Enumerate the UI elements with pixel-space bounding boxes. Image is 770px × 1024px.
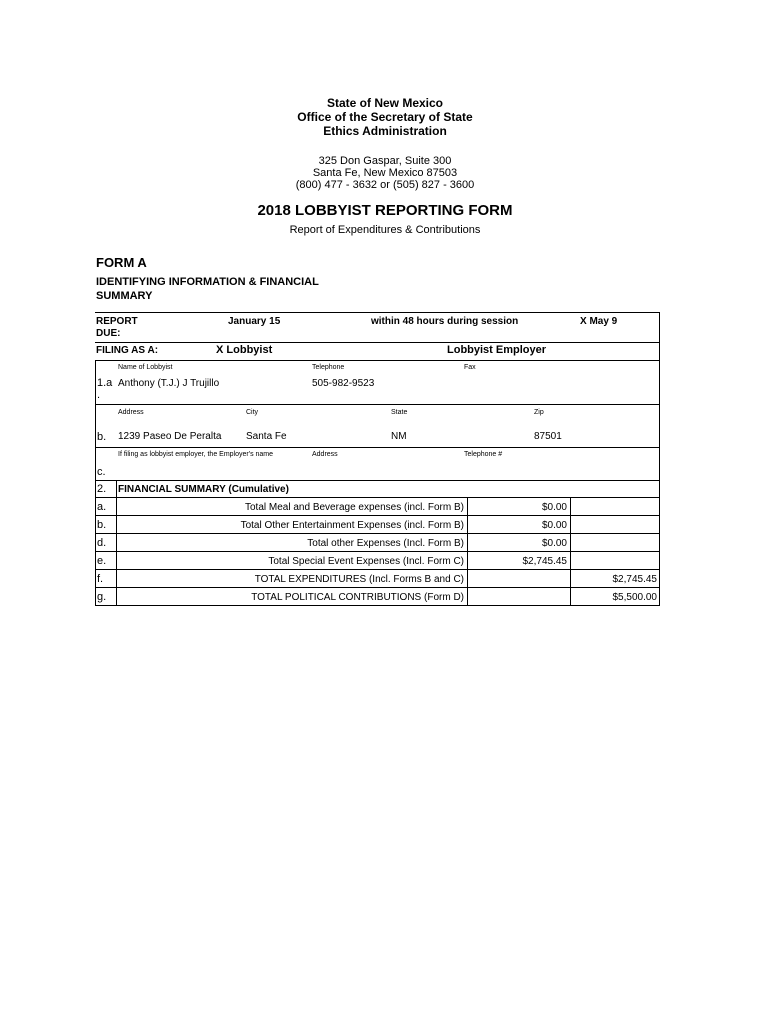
- form-heading: [96, 275, 319, 303]
- form-subtitle: Report of Expenditures & Contributions: [289, 224, 481, 236]
- financial-title: FINANCIAL SUMMARY (Cumulative): [118, 484, 289, 495]
- financial-row-letter: d.: [97, 537, 107, 549]
- city-label: City: [246, 409, 259, 416]
- financial-header-rule: [95, 497, 660, 498]
- financial-row-label: TOTAL EXPENDITURES (Incl. Forms B and C): [254, 574, 464, 585]
- financial-row-rule: [95, 515, 660, 516]
- filing-top-rule: [95, 342, 660, 343]
- agency-address: [0, 155, 770, 191]
- employer-phone-label: Telephone #: [464, 451, 503, 458]
- financial-row-letter: e.: [97, 555, 107, 567]
- section-1a-bottom-rule: [95, 404, 660, 405]
- zip-label: Zip: [534, 409, 544, 416]
- section-c-bottom-rule: [95, 480, 660, 481]
- report-due-right-rule: [659, 312, 660, 342]
- address-street: 325 Don Gaspar, Suite 300: [318, 155, 452, 167]
- fax-label: Fax: [464, 364, 476, 371]
- financial-bottom-rule: [95, 605, 660, 606]
- report-due-may: [580, 316, 617, 327]
- lobbyist-name: Anthony (T.J.) J Trujillo: [118, 378, 220, 389]
- report-due-label-line2: DUE:: [96, 328, 121, 339]
- agency-division: Ethics Administration: [323, 124, 447, 138]
- agency-header: [0, 96, 770, 138]
- financial-row-rule: [95, 533, 660, 534]
- identity-left-rule: [95, 360, 96, 480]
- section-b-number: b.: [97, 431, 107, 443]
- employer-name-label: If filing as lobbyist employer, the Employer's name: [118, 451, 274, 458]
- filing-lobbyist-label: Lobbyist: [226, 344, 273, 356]
- form-heading-line2: SUMMARY: [96, 290, 153, 302]
- report-due-label: [96, 316, 138, 340]
- employer-address-label: Address: [312, 451, 338, 458]
- financial-row-subtotal: $0.00: [541, 520, 567, 531]
- financial-row-label: Total Special Event Expenses (Incl. Form C): [268, 556, 464, 567]
- financial-row-rule: [95, 569, 660, 570]
- lobbyist-phone: 505-982-9523: [312, 378, 375, 389]
- filing-lobbyist: [216, 344, 272, 356]
- financial-row-label: TOTAL POLITICAL CONTRIBUTIONS (Form D): [251, 592, 464, 603]
- form-name: FORM A: [96, 255, 147, 270]
- agency-state: State of New Mexico: [326, 96, 444, 110]
- address-label: Address: [118, 409, 144, 416]
- filing-right-rule: [659, 342, 660, 361]
- form-heading-line1: IDENTIFYING INFORMATION & FINANCIAL: [96, 276, 319, 288]
- financial-row-letter: a.: [97, 501, 107, 513]
- financial-row-rule: [95, 587, 660, 588]
- lobbyist-state: NM: [391, 431, 407, 442]
- report-due-may-mark: X: [580, 316, 587, 327]
- address-city: Santa Fe, New Mexico 87503: [312, 167, 458, 179]
- report-due-may-label: May 9: [589, 316, 618, 327]
- report-due-session: within 48 hours during session: [371, 316, 519, 327]
- financial-row-total: $2,745.45: [612, 574, 657, 585]
- filing-bottom-rule: [95, 360, 660, 361]
- lobbyist-address: 1239 Paseo De Peralta: [118, 431, 222, 442]
- agency-office: Office of the Secretary of State: [297, 110, 473, 124]
- telephone-label: Telephone: [312, 364, 345, 371]
- financial-row-rule: [95, 551, 660, 552]
- section-1a-dot: .: [97, 389, 101, 401]
- name-of-lobbyist-label: Name of Lobbyist: [118, 364, 173, 371]
- financial-row-label: Total Other Entertainment Expenses (incl. Form B): [240, 520, 464, 531]
- financial-row-label: Total Meal and Beverage expenses (incl. Form B): [245, 502, 464, 513]
- financial-row-subtotal: $0.00: [541, 502, 567, 513]
- section-b-bottom-rule: [95, 447, 660, 448]
- lobbyist-city: Santa Fe: [246, 431, 287, 442]
- identity-right-rule: [659, 360, 660, 480]
- report-due-january: January 15: [228, 316, 281, 327]
- lobbyist-zip: 87501: [534, 431, 562, 442]
- filing-label: FILING AS A:: [96, 345, 159, 356]
- state-label: State: [391, 409, 408, 416]
- financial-row-label: Total other Expenses (Incl. Form B): [307, 538, 464, 549]
- financial-row-total: $5,500.00: [612, 592, 657, 603]
- financial-row-letter: f.: [97, 573, 104, 585]
- financial-row-letter: g.: [97, 591, 107, 603]
- financial-number: 2.: [97, 483, 107, 495]
- section-c-number: c.: [97, 466, 106, 478]
- financial-row-subtotal: $0.00: [541, 538, 567, 549]
- section-1a-number: 1.a: [97, 377, 113, 389]
- report-due-top-rule: [95, 312, 660, 313]
- financial-row-subtotal: $2,745.45: [522, 556, 567, 567]
- filing-lobbyist-mark: X: [216, 344, 224, 356]
- filing-employer: Lobbyist Employer: [447, 344, 547, 356]
- financial-row-letter: b.: [97, 519, 107, 531]
- report-due-label-line1: REPORT: [96, 316, 138, 327]
- form-title: 2018 LOBBYIST REPORTING FORM: [257, 202, 513, 219]
- address-phone: (800) 477 - 3632 or (505) 827 - 3600: [295, 179, 475, 191]
